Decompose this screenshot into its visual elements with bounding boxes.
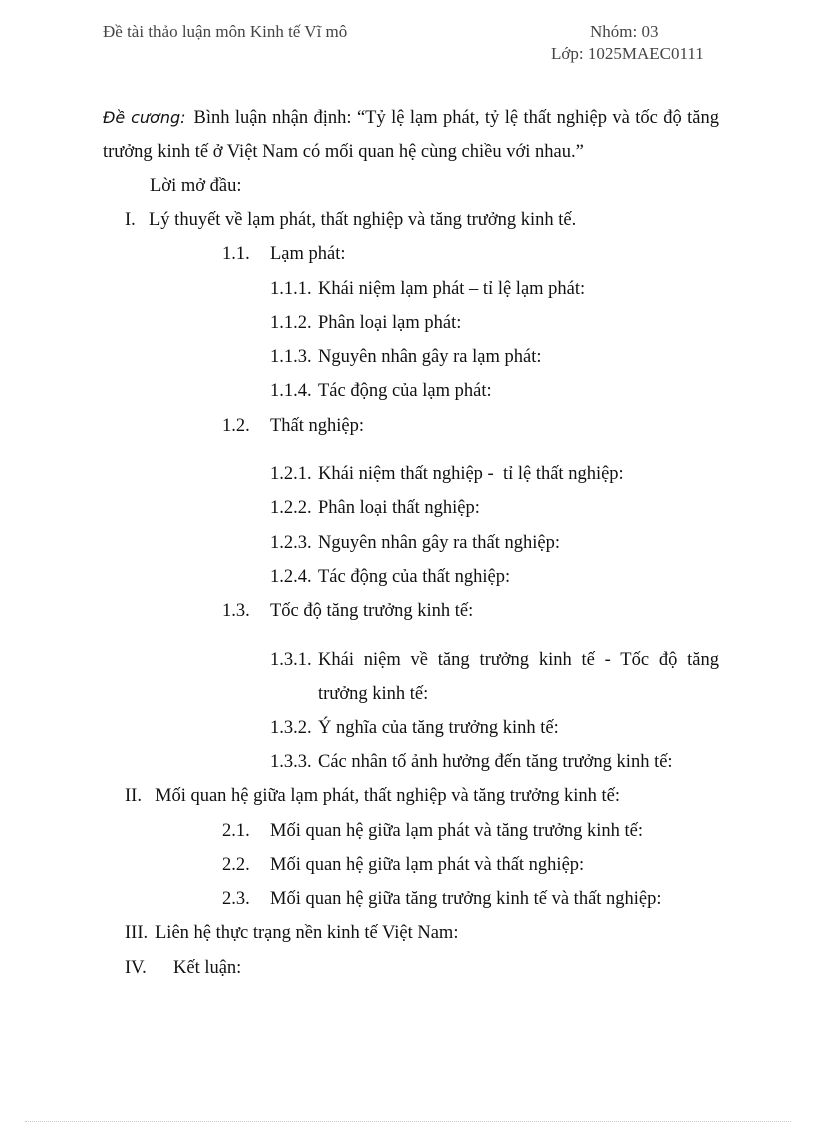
header-class: Lớp: 1025MAEC0111 [551,44,704,63]
item-1-2-1-num: 1.2.1. [270,464,312,484]
item-1-2-1-text: Khái niệm thất nghiệp - tỉ lệ thất nghiệp: [318,464,624,484]
section-1-text: Lý thuyết về lạm phát, thất nghiệp và tăng trưởng kinh tế. [149,210,577,230]
item-1-2-3-text: Nguyên nhân gây ra thất nghiệp: [318,533,560,553]
item-1-3-3-text: Các nhân tố ảnh hưởng đến tăng trưởng kinh tế: [318,752,673,772]
item-1-3-2-text: Ý nghĩa của tăng trưởng kinh tế: [318,718,559,738]
item-2-2-text: Mối quan hệ giữa lạm phát và thất nghiệp: [270,855,585,875]
item-1-3-1-text-cont: trưởng kinh tế: [318,684,429,704]
item-1-1-2-num: 1.1.2. [270,313,312,333]
outline-opening: Lời mở đầu: [150,176,242,196]
item-1-3-3-num: 1.3.3. [270,752,312,772]
item-1-1-3-num: 1.1.3. [270,347,312,367]
intro-lead: Đề cương: [103,108,186,127]
item-2-1-text: Mối quan hệ giữa lạm phát và tăng trưởng kinh tế: [270,821,644,841]
subsection-1-2-text: Thất nghiệp: [270,416,365,436]
subsection-1-3-num: 1.3. [222,601,250,621]
section-3-num: III. [125,923,149,943]
item-1-3-1-num: 1.3.1. [270,650,312,670]
page-bottom-rule [25,1121,791,1122]
header-title: Đề tài thảo luận môn Kinh tế Vĩ mô [103,22,348,41]
item-1-1-4-text: Tác động của lạm phát: [318,381,492,401]
item-1-1-2-text: Phân loại lạm phát: [318,313,462,333]
section-2-text: Mối quan hệ giữa lạm phát, thất nghiệp và tăng trưởng kinh tế: [155,786,621,806]
section-2-num: II. [125,786,142,806]
item-1-2-4-text: Tác động của thất nghiệp: [318,567,511,587]
section-3-text: Liên hệ thực trạng nền kinh tế Việt Nam: [155,923,459,943]
section-4-text: Kết luận: [173,958,242,978]
item-1-3-1-text: Khái niệm về tăng trưởng kinh tế - Tốc độ tăng [318,650,719,670]
item-1-1-1-num: 1.1.1. [270,279,312,299]
item-2-2-num: 2.2. [222,855,250,875]
item-1-1-3-text: Nguyên nhân gây ra lạm phát: [318,347,542,367]
item-1-2-2-num: 1.2.2. [270,498,312,518]
subsection-1-2-num: 1.2. [222,416,250,436]
item-1-2-2-text: Phân loại thất nghiệp: [318,498,480,518]
header-group: Nhóm: 03 [590,22,659,41]
item-2-3-num: 2.3. [222,889,250,909]
item-1-1-1-text: Khái niệm lạm phát – tỉ lệ lạm phát: [318,279,586,299]
intro-paragraph [103,101,719,169]
item-1-2-3-num: 1.2.3. [270,533,312,553]
item-2-3-text: Mối quan hệ giữa tăng trưởng kinh tế và thất nghiệp: [270,889,662,909]
item-1-1-4-num: 1.1.4. [270,381,312,401]
item-2-1-num: 2.1. [222,821,250,841]
section-1-num: I. [125,210,136,230]
section-4-num: IV. [125,958,147,978]
item-1-3-2-num: 1.3.2. [270,718,312,738]
intro-text: Bình luận nhận định: “Tỷ lệ lạm phát, tỷ lệ thất nghiệp và tốc độ tăng trưởng kinh tế ở Việt Nam có mối quan hệ cùng chiều với nhau.” [103,108,719,162]
subsection-1-3-text: Tốc độ tăng trưởng kinh tế: [270,601,474,621]
item-1-2-4-num: 1.2.4. [270,567,312,587]
subsection-1-1-text: Lạm phát: [270,244,346,264]
subsection-1-1-num: 1.1. [222,244,250,264]
